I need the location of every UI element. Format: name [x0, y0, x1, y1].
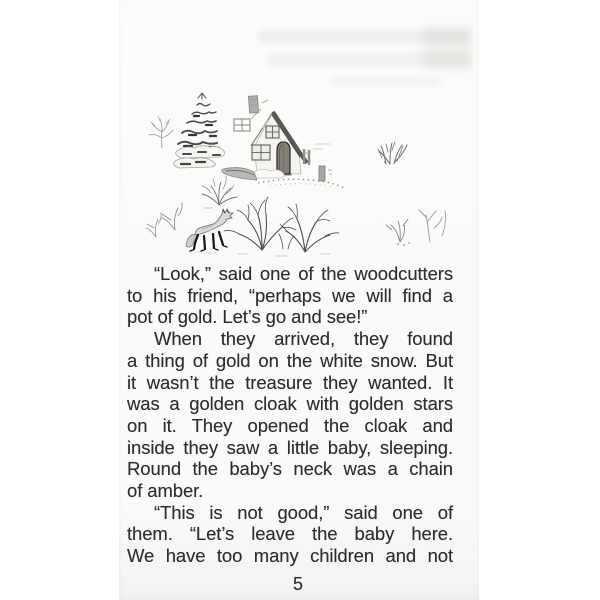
chimney	[248, 96, 258, 114]
snow-drift	[222, 168, 257, 180]
bare-bushes-bottom	[224, 197, 339, 256]
bush-center-left	[202, 176, 237, 208]
story-line: We have too many children and not	[127, 545, 453, 567]
story-line: pot of gold. Let’s go and see!”	[127, 306, 368, 328]
twigs-bottom-right	[386, 210, 446, 246]
story-line: to his friend, “perhaps we will find a	[127, 284, 453, 306]
front-window	[252, 145, 270, 160]
story-line: Round the baby’s neck was a chain	[127, 458, 453, 480]
illustration-winter-scene	[120, 58, 480, 263]
story-line: on it. They opened the cloak and	[127, 414, 453, 436]
gable-window	[266, 126, 279, 138]
story-text	[127, 263, 453, 567]
bush-right	[378, 142, 407, 164]
story-line: When they arrived, they found	[154, 328, 453, 350]
footpath	[258, 179, 344, 188]
story-line: “This is not good,” said one of	[154, 501, 453, 523]
snow-mound	[252, 169, 285, 178]
cottage	[222, 96, 344, 188]
fox	[186, 209, 233, 253]
story-line: of amber.	[127, 480, 204, 502]
story-line: “Look,” said one of the woodcutters	[154, 263, 453, 284]
page-number: 5	[292, 574, 303, 594]
story-line: them. “Let’s leave the baby here.	[127, 523, 453, 545]
pine-tree	[178, 93, 217, 147]
bare-tree	[149, 116, 173, 148]
story-line: was a golden cloak with golden stars	[127, 393, 453, 415]
story-line: a thing of gold on the white snow. But	[127, 349, 453, 371]
story-line: inside they saw a little baby, sleeping.	[127, 436, 453, 458]
twigs-left	[146, 203, 182, 237]
gate-posts	[302, 149, 332, 181]
story-line: it wasn’t the treasure they wanted. It	[127, 371, 453, 393]
snow-covered-bushes	[174, 146, 225, 168]
